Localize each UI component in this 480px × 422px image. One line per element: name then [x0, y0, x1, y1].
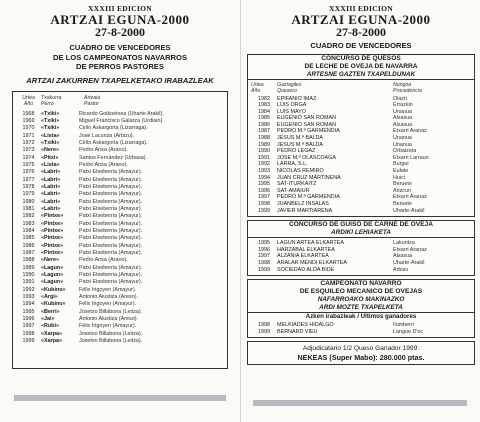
dog-name-cell: «Rubi» [41, 323, 59, 330]
pastor-cell: Pedro Ansa (Arano). [79, 147, 128, 154]
stew-rows [248, 238, 474, 275]
year-cell: 1997 [22, 323, 35, 330]
col-header-year: Urtea Año [22, 94, 35, 107]
dog-name-cell: «Berri» [41, 308, 60, 315]
year-cell: 1995 [258, 181, 270, 188]
dog-name-cell: «Nere» [41, 147, 59, 154]
pastor-cell: Patxi Etxeberria (Amayur). [79, 205, 143, 212]
title-line: DE LOS CAMPEONATOS NAVARROS [52, 52, 188, 62]
year-cell: 1977 [22, 176, 35, 183]
dog-name-cell: «Pintxe» [41, 242, 64, 249]
winner-cell: ALZANIA ELKARTEA [277, 253, 329, 260]
year-cell: 1999 [22, 338, 35, 345]
col-header-dog: Txakurra Perro [41, 94, 62, 107]
year-cell: 1980 [22, 198, 35, 205]
table-row [251, 175, 474, 182]
table-row [16, 111, 227, 118]
pastor-cell: Miguel Francisco Galarza (Urdiain). [79, 117, 164, 124]
table-row [16, 257, 227, 264]
table-row [16, 140, 227, 147]
dog-name-cell: «Labri» [41, 169, 61, 176]
year-cell: 1968 [22, 110, 35, 117]
table-row [16, 287, 227, 294]
auction-winner: NEKEAS (Super Mabo): 280.000 ptas. [297, 353, 425, 363]
edition-label: XXXIII EDICION [328, 4, 393, 13]
place-cell: Etxarri Aranaz [393, 128, 427, 135]
winner-cell: SAT-AMAIUR [277, 187, 310, 194]
pastor-cell: Cirilo Askargorta (Lizarraga). [79, 125, 148, 132]
year-cell: 1976 [22, 169, 35, 176]
place-cell: Ilumberri [393, 322, 414, 329]
winner-cell: JOSE M.ª OLASCOAGA [277, 154, 336, 161]
pastor-cell: Patxi Etxeberria (Amayur). [79, 220, 143, 227]
pastor-cell: Patxi Etxeberria (Amayur). [79, 213, 143, 220]
year-cell: 1996 [258, 246, 270, 253]
table-row [16, 338, 227, 345]
year-cell: 1990 [22, 272, 35, 279]
table-header [13, 95, 227, 107]
year-cell: 1987 [258, 128, 270, 135]
place-cell: Etxarri Larraun [393, 154, 429, 161]
dog-name-cell: «Jai» [41, 316, 55, 323]
dog-name-cell: «Txiki» [41, 110, 60, 117]
winner-cell: LUIS MAYO [277, 108, 306, 115]
place-cell: Arbizu [393, 266, 409, 273]
year-cell: 1974 [22, 154, 35, 161]
year-cell: 1983 [258, 102, 270, 109]
shearing-title: DE ESQUILEO MECANICO DE OVEJAS [299, 288, 423, 296]
decorative-bar [14, 395, 226, 401]
table-row [16, 294, 227, 301]
year-cell: 1999 [258, 266, 270, 273]
year-cell: 1992 [22, 286, 35, 293]
table-row [251, 194, 474, 201]
table-row [16, 125, 227, 132]
dog-name-cell: «Labri» [41, 183, 61, 190]
cheese-title: DE LECHE DE OVEJA DE NAVARRA [304, 62, 418, 70]
winner-cell: HARZABAL ELKARTEA [277, 246, 335, 253]
dog-name-cell: «Lagun» [41, 272, 64, 279]
year-cell: 1996 [22, 316, 35, 323]
shearing-title: CAMPEONATO NAVARRO [320, 280, 402, 288]
pastor-cell: Ricardo Goikoetxea (Uharte Arakil). [79, 110, 164, 117]
place-cell: Alsasua [393, 121, 413, 128]
year-cell: 1989 [22, 264, 35, 271]
year-cell: 1985 [258, 115, 270, 122]
year-cell: 1991 [258, 154, 270, 161]
table-row [16, 279, 227, 286]
year-cell: 1983 [22, 220, 35, 227]
table-row [251, 208, 474, 215]
table-row [16, 213, 227, 220]
table-row [251, 201, 474, 208]
table-row [251, 267, 474, 274]
pastor-cell: Pedro Ansa (Arano). [79, 161, 128, 168]
pastor-cell: Patxi Etxeberria (Amayur). [79, 279, 143, 286]
year-cell: 1998 [258, 201, 270, 207]
table-row [251, 142, 474, 149]
year-cell: 1986 [22, 242, 35, 249]
table-row [16, 177, 227, 184]
place-cell: Etxarri Aranaz [393, 194, 427, 201]
shearing-rows [248, 321, 474, 337]
cheese-title-basque: ARTESNE GAZTEN TXAPELDUNAK [248, 71, 474, 80]
shearing-contest-section [247, 279, 475, 338]
winner-cell: PEDRO LEGAZ [277, 148, 316, 155]
table-row [251, 115, 474, 122]
dog-name-cell: «Pitxi» [41, 154, 59, 161]
pastor-cell: Patxi Etxeberria (Amayur). [79, 169, 143, 176]
place-cell: Beruete [393, 181, 412, 188]
dog-name-cell: «Labri» [41, 191, 61, 198]
year-cell: 1973 [22, 147, 35, 154]
dog-name-cell: «Xarpa» [41, 330, 62, 337]
table-row [16, 162, 227, 169]
table-row [16, 331, 227, 338]
col-header-year: Urtea Año [251, 81, 264, 94]
left-header [0, 4, 240, 72]
pastor-cell: Patxi Etxeberria (Amayur). [79, 235, 143, 242]
dog-name-cell: «Xarpa» [41, 338, 62, 345]
dog-name-cell: «Labri» [41, 205, 61, 212]
year-cell: 1993 [258, 168, 270, 175]
pastor-cell: Antonio Aiustiza (Areso). [79, 294, 139, 301]
year-cell: 1988 [22, 257, 35, 264]
winner-cell: SAT-ITURKAITZ [277, 181, 317, 188]
table-row [16, 169, 227, 176]
stew-contest-section [247, 220, 475, 276]
place-cell: Burgui [393, 161, 409, 168]
year-cell: 1987 [22, 250, 35, 257]
cheese-title: CONCURSO DE QUESOS [321, 54, 401, 62]
dog-name-cell: «Txiki» [41, 125, 60, 132]
dog-name-cell: «Nere» [41, 257, 59, 264]
pastor-cell: Pedro Ansa (Arano). [79, 257, 128, 264]
year-cell: 1988 [258, 135, 270, 142]
dog-name-cell: «Kubino» [41, 301, 66, 308]
col-header-pastor: Artzaia Pastor [84, 94, 101, 107]
winner-cell: PEDRO M.ª GARMENDIA [277, 128, 340, 135]
shearing-subtitle: Azken irabazleak / Ultimos ganadores [305, 313, 417, 321]
table-row [16, 250, 227, 257]
table-row [16, 316, 227, 323]
dog-name-cell: «Kubino» [41, 286, 66, 293]
place-cell: Eulate [393, 168, 409, 175]
stew-title-basque: ARDIKI LEHIAKETA [248, 229, 474, 238]
winner-cell: NICOLAS REMIRO [277, 168, 324, 175]
dog-name-cell: «Txiki» [41, 139, 60, 146]
table-row [251, 148, 474, 155]
pastor-cell: Félix Irigoyen (Amayur). [79, 286, 137, 293]
table-row [251, 329, 474, 336]
place-cell: Errazkin [393, 102, 413, 109]
year-cell: 1998 [258, 259, 270, 266]
dog-name-cell: «Lagun» [41, 264, 64, 271]
event-date: 27-8-2000 [336, 25, 386, 39]
dog-name-cell: «Pintxe» [41, 235, 64, 242]
table-row [251, 161, 474, 168]
place-cell: Langue D'oc [393, 328, 424, 335]
table-row [251, 109, 474, 116]
table-row [251, 135, 474, 142]
shearing-title-basque: ARDI MOZTE TXAPELKETA [248, 304, 474, 313]
table-row [16, 118, 227, 125]
place-cell: Beruete [393, 201, 412, 207]
place-cell: Alsasua [393, 115, 413, 122]
year-cell: 1972 [22, 139, 35, 146]
winner-cell: EUGENIO SAN ROMAN [277, 115, 337, 122]
dog-name-cell: «Argi» [41, 294, 58, 301]
winner-cell: LARRA, S.L. [277, 161, 308, 168]
year-cell: 1969 [22, 117, 35, 124]
year-cell: 1986 [258, 121, 270, 128]
pastor-cell: Félix Irigoyen (Amayur). [79, 323, 137, 330]
event-title: ARTZAI EGUNA-2000 [291, 12, 431, 27]
year-cell: 1992 [258, 161, 270, 168]
table-row [251, 96, 474, 103]
year-cell: 1982 [258, 95, 270, 102]
table-row [251, 168, 474, 175]
event-date: 27-8-2000 [95, 25, 145, 39]
table-row [16, 147, 227, 154]
winner-cell: ARALAR MENDI ELKARTEA [277, 259, 347, 266]
table-row [251, 102, 474, 109]
pastor-cell: Patxi Etxeberria (Amayur). [79, 183, 143, 190]
winner-cell: LAGUN ARTEA ELKARTEA [277, 240, 344, 247]
dog-name-cell: «Lista» [41, 161, 60, 168]
winner-cell: JUAN CRUZ MARTINENA [277, 174, 341, 181]
col-header-procedencia: Nungoa Procedencia [393, 81, 422, 94]
right-page [240, 0, 480, 422]
cheese-table-header [251, 82, 474, 94]
table-row [251, 322, 474, 329]
pastor-cell: Josetxo Billabona (Leitza). [79, 330, 143, 337]
place-cell: Unanua [393, 108, 412, 115]
table-row [251, 122, 474, 129]
year-cell: 1998 [258, 322, 270, 329]
winner-cell: BERNARD VIEU [277, 328, 318, 335]
table-row [16, 133, 227, 140]
year-cell: 1971 [22, 132, 35, 139]
pastor-cell: José Lacunza (Arbizu). [79, 132, 135, 139]
year-cell: 1978 [22, 183, 35, 190]
dog-name-cell: «Pintxe» [41, 213, 64, 220]
event-title: ARTZAI EGUNA-2000 [50, 12, 190, 27]
title-line: DE PERROS PASTORES [76, 62, 164, 71]
auction-note [247, 341, 475, 365]
table-row [251, 155, 474, 162]
year-cell: 1970 [22, 125, 35, 132]
table-row [16, 191, 227, 198]
place-cell: Huici [393, 174, 405, 181]
place-cell: Arizcun [393, 187, 411, 194]
dog-name-cell: «Labri» [41, 198, 61, 205]
place-cell: Uharte-Arakil [393, 207, 425, 214]
dog-name-cell: «Pintxe» [41, 220, 64, 227]
winner-cell: JESUS M.ª BALDA [277, 141, 324, 148]
place-cell: Etxarri Aranaz [393, 246, 427, 253]
year-cell: 1981 [22, 205, 35, 212]
winner-cell: JUANBELZ INSALAS [277, 201, 329, 207]
pastor-cell: Félix Irigoyen (Amayur). [79, 301, 137, 308]
table-row [16, 206, 227, 213]
pastor-cell: Josetxo Billabona (Leitza). [79, 308, 143, 315]
table-row [16, 265, 227, 272]
year-cell: 1984 [22, 228, 35, 234]
year-cell: 1991 [22, 279, 35, 286]
table-row [251, 181, 474, 188]
place-cell: Olazti [393, 95, 407, 102]
col-header-quesero: Gaztagiles Quesero [277, 81, 302, 94]
place-cell: Alsasua [393, 253, 413, 260]
pastor-cell: Antonio Alustiza (Areso). [79, 316, 139, 323]
year-cell: 1996 [258, 187, 270, 194]
table-row [16, 199, 227, 206]
year-cell: 1994 [22, 301, 35, 308]
pastor-cell: Josetxo Billabona (Leitza). [79, 338, 143, 345]
dog-name-cell: «Pintxe» [41, 228, 64, 234]
dog-name-cell: «Lagun» [41, 279, 64, 286]
year-cell: 1997 [258, 253, 270, 260]
pastor-cell: Patxi Etxeberria (Amayur). [79, 176, 143, 183]
pastor-cell: Patxi Etxeberria (Amayur). [79, 264, 143, 271]
table-row [16, 228, 227, 235]
place-cell: Orbaizeta [393, 148, 417, 155]
table-row [251, 188, 474, 195]
right-header [241, 4, 480, 51]
shearing-title-basque: NAFARROAKO MAKINAZKO [317, 296, 405, 304]
table-row [16, 184, 227, 191]
left-subtitle: ARTZAI ZAKURREN TXAPELKETAKO IRABAZLEAK [26, 75, 214, 85]
year-cell: 1984 [258, 108, 270, 115]
table-row [251, 253, 474, 260]
pastor-cell: Patxi Etxeberria (Amayur). [79, 191, 143, 198]
table-row [16, 301, 227, 308]
winner-cell: PEDRO M.ª GARMENDIA [277, 194, 340, 201]
year-cell: 1997 [258, 194, 270, 201]
dog-name-cell: «Pintxe» [41, 250, 64, 257]
table-row [16, 272, 227, 279]
year-cell: 1979 [22, 191, 35, 198]
year-cell: 1995 [258, 240, 270, 247]
dog-name-cell: «Labri» [41, 176, 61, 183]
table-row [16, 221, 227, 228]
table-row [16, 323, 227, 330]
auction-line: Adjudicatario 1/2 Queso Ganador 1999: [302, 345, 420, 353]
table-row [16, 243, 227, 250]
year-cell: 1998 [22, 330, 35, 337]
dog-name-cell: «Txiki» [41, 117, 60, 124]
decorative-bar [253, 400, 467, 406]
pastor-cell: Santos Fernández (Urbasa). [79, 154, 148, 161]
title-line: CUADRO DE VENCEDORES [69, 43, 171, 52]
cheese-contest-section [247, 54, 475, 218]
pastor-cell: Patxi Etxeberria (Amayur). [79, 242, 143, 249]
year-cell: 1999 [258, 328, 270, 335]
winner-cell: MELKIADES HIDALGO [277, 322, 334, 329]
year-cell: 1999 [258, 207, 270, 214]
year-cell: 1990 [258, 148, 270, 155]
stew-title: CONCURSO DE GUISO DE CARNE DE OVEJA [289, 221, 433, 229]
table-row [251, 128, 474, 135]
dog-name-cell: «Lista» [41, 132, 60, 139]
table-row [16, 235, 227, 242]
table-row [251, 260, 474, 267]
pastor-cell: Cirilo Askargorta (Lizarraga). [79, 139, 148, 146]
table-row [251, 240, 474, 247]
year-cell: 1993 [22, 294, 35, 301]
winner-cell: SOCIEDAD ALDA BIDE [277, 266, 335, 273]
place-cell: Unanua [393, 135, 412, 142]
year-cell: 1985 [22, 235, 35, 242]
pastor-cell: Patxi Etxeberria (Amayur). [79, 198, 143, 205]
right-title: CUADRO DE VENCEDORES [310, 41, 412, 50]
pastor-cell: Patxi Etxeberria (Amayur). [79, 250, 143, 257]
dog-winners-table [12, 91, 228, 369]
year-cell: 1995 [22, 308, 35, 315]
table-row [16, 309, 227, 316]
pastor-cell: Patxi Etxeberria (Amayur). [79, 228, 143, 234]
year-cell: 1994 [258, 174, 270, 181]
dog-rows [13, 111, 227, 346]
cheese-rows [248, 96, 474, 217]
place-cell: Uharte-Arakil [393, 259, 425, 266]
year-cell: 1975 [22, 161, 35, 168]
winner-cell: EUGENIO SAN ROMAN [277, 121, 337, 128]
table-row [16, 155, 227, 162]
place-cell: Unanua [393, 141, 412, 148]
year-cell: 1989 [258, 141, 270, 148]
edition-label: XXXIII EDICION [87, 4, 152, 13]
winner-cell: LUIS ORGA [277, 102, 307, 109]
winner-cell: JAVIER MARTIARENA [277, 207, 333, 214]
winner-cell: EPIFANIO IMAZ [277, 95, 317, 102]
winner-cell: JESUS M.ª BALDA [277, 135, 324, 142]
pastor-cell: Patxi Etxeberria (Amayur). [79, 272, 143, 279]
table-row [251, 247, 474, 254]
year-cell: 1982 [22, 213, 35, 220]
place-cell: Lakuntza [393, 240, 415, 247]
